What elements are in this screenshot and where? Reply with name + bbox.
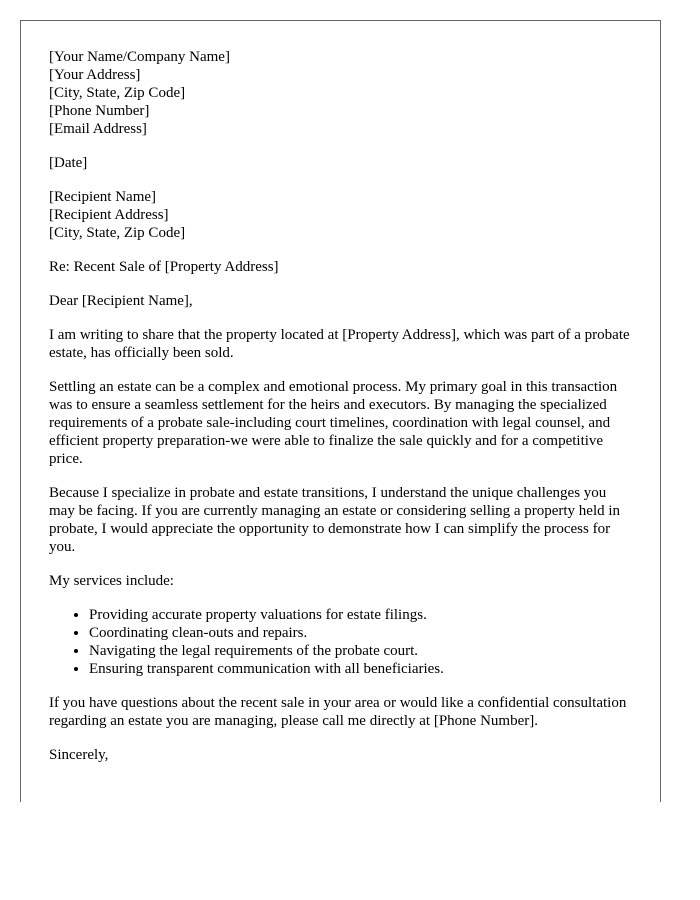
services-list-item: • Providing accurate property valuations for estate filings. (89, 606, 634, 624)
sender-address: [Your Address] (49, 67, 141, 83)
recipient-address: [Recipient Address] (49, 207, 169, 223)
sender-name: [Your Name/Company Name] (49, 49, 230, 65)
letter-content (49, 48, 634, 780)
recipient-city-state-zip: [City, State, Zip Code] (49, 225, 186, 241)
services-list-item: • Navigating the legal requirements of the probate court. (89, 642, 634, 660)
salutation: Dear [Recipient Name], (49, 293, 193, 309)
body-paragraph-1: I am writing to share that the property located at [Property Address], which was part of a probate estate, has officially been sold. (49, 327, 630, 361)
services-list (49, 606, 634, 678)
recipient-name: [Recipient Name] (49, 189, 157, 205)
sender-email: [Email Address] (49, 121, 147, 137)
recipient-block (49, 188, 634, 242)
sender-phone: [Phone Number] (49, 103, 150, 119)
sender-city-state-zip: [City, State, Zip Code] (49, 85, 186, 101)
services-list-item: • Ensuring transparent communication with all beneficiaries. (89, 660, 634, 678)
body-paragraph-3: Because I specialize in probate and estate transitions, I understand the unique challenges you may be facing. If you are currently managing an estate or considering selling a property held in probate, I would appreciate the opportunity to demonstrate how I can simplify the process for you. (49, 485, 621, 555)
sender-block (49, 48, 634, 138)
date-line: [Date] (49, 155, 88, 171)
closing-line: Sincerely, (49, 747, 109, 763)
body-paragraph-2: Settling an estate can be a complex and emotional process. My primary goal in this transaction was to ensure a seamless settlement for the heirs and executors. By managing the specialized requirements of a probate sale-including court timelines, coordination with legal counsel, and efficient property preparation-we were able to finalize the sale quickly and for a competitive price. (49, 379, 618, 467)
services-intro: My services include: (49, 573, 174, 589)
services-list-item: • Coordinating clean-outs and repairs. (89, 624, 634, 642)
closing-paragraph: If you have questions about the recent sale in your area or would like a confidential consultation regarding an estate you are managing, please call me directly at [Phone Number]. (49, 695, 627, 729)
letter-page (20, 20, 661, 802)
subject-line: Re: Recent Sale of [Property Address] (49, 259, 279, 275)
